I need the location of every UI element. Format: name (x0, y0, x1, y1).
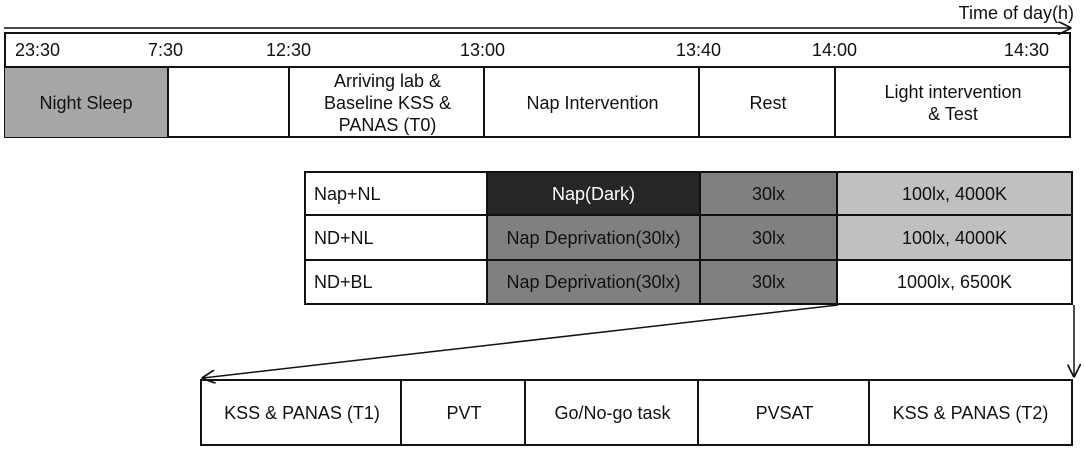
tick-label: 13:40 (676, 40, 722, 60)
light-cell-label: 100lx, 4000K (901, 227, 1008, 248)
light-cell (836, 261, 1071, 303)
condition-name: ND+NL (314, 227, 374, 248)
condition-name-cell (306, 261, 486, 303)
block-light-line: & Test (928, 103, 978, 124)
test-label: PVT (446, 402, 482, 423)
nap-deprivation-cell (486, 261, 699, 303)
block-arriving-line: Arriving lab & (333, 70, 442, 91)
test-pvt (400, 381, 526, 444)
test-go-no-go (524, 381, 699, 444)
block-arriving-line: Baseline KSS & (323, 92, 452, 113)
tick-label: 13:00 (460, 40, 506, 60)
block-light-line: Light intervention (884, 81, 1022, 102)
tick-label: 14:30 (1004, 40, 1050, 60)
tick-label: 23:30 (15, 40, 61, 60)
block-rest-label: Rest (749, 92, 787, 113)
rest-cell (699, 173, 836, 215)
nap-cell-label: Nap Deprivation(30lx) (506, 227, 681, 248)
tick-label: 14:00 (812, 40, 858, 60)
test-label: PVSAT (755, 402, 814, 423)
test-label: Go/No-go task (554, 402, 671, 423)
condition-name: ND+BL (314, 272, 373, 292)
block-arriving-lab (288, 68, 485, 137)
test-kss-panas-t2 (868, 381, 1071, 444)
nap-cell-label: Nap Deprivation(30lx) (506, 272, 681, 292)
rest-cell (699, 261, 836, 303)
condition-name-cell (306, 173, 486, 215)
test-kss-panas-t1 (202, 381, 402, 444)
zoom-line-left (203, 305, 838, 378)
block-arriving-line: PANAS (T0) (338, 114, 437, 135)
block-nap-intervention (483, 68, 700, 137)
nap-dark-cell (486, 173, 699, 215)
test-label: KSS & PANAS (T1) (224, 402, 380, 423)
block-night-sleep-label: Night Sleep (39, 92, 133, 113)
nap-cell-label: Nap(Dark) (551, 184, 635, 204)
block-rest (698, 68, 836, 137)
test-label: KSS & PANAS (T2) (892, 402, 1049, 423)
time-axis-label: Time of day(h) (958, 3, 1074, 23)
block-nap-intervention-label: Nap Intervention (526, 92, 659, 113)
tick-label: 12:30 (266, 40, 312, 60)
light-cell-label: 100lx, 4000K (901, 184, 1008, 204)
block-empty (167, 68, 290, 137)
condition-name-cell (306, 216, 486, 259)
light-cell-label: 1000lx, 6500K (896, 272, 1013, 292)
nap-deprivation-cell (486, 216, 699, 259)
rest-cell-label: 30lx (751, 227, 786, 248)
block-light-intervention (834, 68, 1070, 137)
test-pvsat (697, 381, 870, 444)
block-night-sleep (5, 68, 167, 137)
light-cell (836, 173, 1071, 215)
condition-name: Nap+NL (314, 184, 381, 204)
rest-cell (699, 216, 836, 259)
rest-cell-label: 30lx (751, 184, 786, 204)
tick-label: 7:30 (148, 40, 184, 60)
light-cell (836, 216, 1071, 259)
rest-cell-label: 30lx (751, 272, 786, 292)
